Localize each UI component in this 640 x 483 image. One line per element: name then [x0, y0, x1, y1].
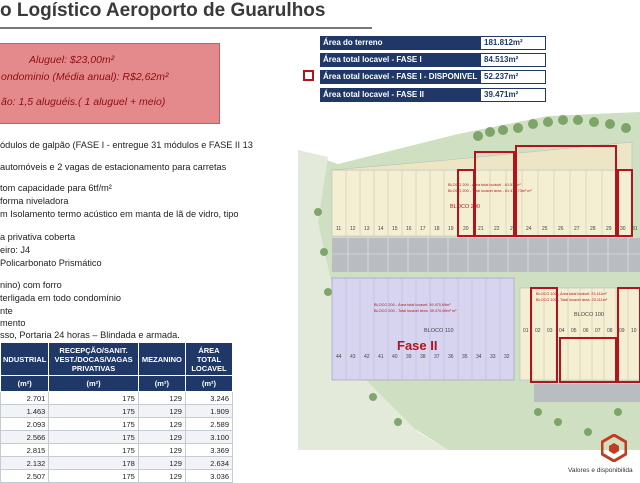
cell: 129	[138, 470, 185, 483]
cell: 129	[138, 405, 185, 418]
table-row	[1, 431, 233, 444]
cell: 129	[138, 392, 185, 405]
col-header-reception: RECEPÇÃO/SANIT. VEST./DOCAS/VAGAS PRIVATIVAS	[49, 343, 138, 376]
svg-text:39: 39	[406, 354, 412, 360]
svg-text:36: 36	[448, 354, 454, 360]
svg-text:03: 03	[547, 328, 553, 334]
svg-text:44: 44	[336, 354, 342, 360]
cell: 129	[138, 431, 185, 444]
svg-text:01: 01	[523, 328, 529, 334]
svg-text:19: 19	[448, 226, 454, 232]
svg-text:41: 41	[378, 354, 384, 360]
svg-text:22: 22	[494, 226, 500, 232]
available-legend-marker	[303, 70, 314, 81]
spec-item: a privativa coberta	[0, 232, 76, 242]
area-row-terreno	[320, 36, 546, 50]
svg-text:23: 23	[510, 226, 516, 232]
cell: 2.701	[1, 392, 49, 405]
area-value: 39.471m²	[480, 88, 546, 102]
parking-area-lower	[534, 384, 640, 402]
cell: 175	[49, 405, 138, 418]
svg-text:37: 37	[434, 354, 440, 360]
svg-text:08: 08	[607, 328, 613, 334]
area-label: Área do terreno	[320, 36, 480, 50]
cell: 1.463	[1, 405, 49, 418]
note-top: BLOCO 200 - Área total locável - 40.514m²	[448, 183, 521, 187]
table-row	[1, 392, 233, 405]
svg-text:28: 28	[590, 226, 596, 232]
col-header-mezanino: MEZANINO	[138, 343, 185, 376]
svg-text:14: 14	[378, 226, 384, 232]
footer-note: Valores e disponibilida	[568, 467, 633, 474]
svg-text:20: 20	[463, 226, 469, 232]
table-row	[1, 405, 233, 418]
unit-label: (m²)	[49, 376, 138, 392]
cell: 3.369	[185, 444, 232, 457]
svg-text:15: 15	[392, 226, 398, 232]
area-value: 84.513m²	[480, 53, 546, 67]
unit-label: (m²)	[1, 376, 49, 392]
svg-text:17: 17	[420, 226, 426, 232]
table-row	[1, 418, 233, 431]
spec-item: mento	[0, 318, 26, 328]
cell: 3.100	[185, 431, 232, 444]
svg-text:42: 42	[364, 354, 370, 360]
svg-text:07: 07	[595, 328, 601, 334]
cell: 129	[138, 444, 185, 457]
fase-ii-label: Fase II	[397, 338, 438, 353]
cell: 129	[138, 457, 185, 470]
svg-text:09: 09	[619, 328, 625, 334]
rent-price: Aluguel: $23,00m²	[29, 54, 115, 66]
units-table	[0, 342, 233, 483]
spec-item: Policarbonato Prismático	[0, 258, 102, 268]
svg-text:10: 10	[631, 328, 637, 334]
title-underline	[0, 27, 372, 29]
svg-text:40: 40	[392, 354, 398, 360]
col-header-total-area: ÁREA TOTAL LOCAVEL	[185, 343, 232, 376]
area-row-fase1-disponivel	[320, 70, 546, 84]
area-label: Área total locavel - FASE II	[320, 88, 480, 102]
unit-label: (m²)	[138, 376, 185, 392]
parking-area	[332, 238, 640, 272]
svg-text:05: 05	[571, 328, 577, 334]
svg-text:29: 29	[606, 226, 612, 232]
bloco-200-label: BLOCO 200	[450, 204, 480, 210]
col-header-industrial: NDUSTRIAL	[1, 343, 49, 376]
svg-text:04: 04	[559, 328, 565, 334]
table-row	[1, 457, 233, 470]
svg-text:26: 26	[558, 226, 564, 232]
cell: 175	[49, 418, 138, 431]
svg-text:34: 34	[476, 354, 482, 360]
svg-text:33: 33	[490, 354, 496, 360]
spec-item: m Isolamento termo acústico em manta de lã de vidro, tipo	[0, 209, 239, 219]
unit-label: (m²)	[185, 376, 232, 392]
cell: 2.093	[1, 418, 49, 431]
cell: 2.507	[1, 470, 49, 483]
cell: 2.815	[1, 444, 49, 457]
note-right-2: BLOCO 100 - Total locavel área: 23.111m²	[536, 298, 608, 302]
cell: 2.589	[185, 418, 232, 431]
spec-item: tom capacidade para 6tf/m²	[0, 183, 112, 193]
svg-text:31: 31	[632, 226, 638, 232]
table-row	[1, 470, 233, 483]
table-row	[1, 444, 233, 457]
area-label: Área total locavel - FASE I - DISPONIVEL	[320, 70, 480, 84]
note-right: BLOCO 100 - Área total locável: 23.111m²	[536, 292, 607, 296]
spec-item: automóveis e 2 vagas de estacionamento para carretas	[0, 162, 227, 172]
company-logo-icon	[601, 434, 627, 462]
spec-item: forma niveladora	[0, 196, 69, 206]
svg-text:13: 13	[364, 226, 370, 232]
svg-text:30: 30	[620, 226, 626, 232]
svg-text:38: 38	[420, 354, 426, 360]
cell: 2.634	[185, 457, 232, 470]
cell: 129	[138, 418, 185, 431]
svg-text:18: 18	[434, 226, 440, 232]
bloco-110-phase2	[332, 278, 514, 380]
note-mid-2: BLOCO 200 - Total locavel área: 39.470,69m² m²	[374, 309, 457, 313]
spec-item: nte	[0, 306, 13, 316]
svg-text:12: 12	[350, 226, 356, 232]
note-mid: BLOCO 200 - Área total locavel: 39.470,69m²	[374, 303, 451, 307]
cell: 175	[49, 392, 138, 405]
cell: 1.909	[185, 405, 232, 418]
site-plan-map	[298, 112, 640, 450]
rent-info-box	[0, 43, 220, 124]
svg-text:25: 25	[542, 226, 548, 232]
cell: 175	[49, 431, 138, 444]
note-top-2: BLOCO 200 - Total locável área - 61.412,73m² m²	[448, 189, 532, 193]
svg-text:27: 27	[574, 226, 580, 232]
area-value: 52.237m²	[480, 70, 546, 84]
spec-item: nino) com forro	[0, 280, 62, 290]
svg-text:35: 35	[462, 354, 468, 360]
cell: 2.566	[1, 431, 49, 444]
svg-text:24: 24	[526, 226, 532, 232]
cell: 175	[49, 470, 138, 483]
cell: 175	[49, 444, 138, 457]
spec-item: terligada em todo condomínio	[0, 293, 122, 303]
cell: 2.132	[1, 457, 49, 470]
svg-text:32: 32	[504, 354, 510, 360]
area-row-fase1	[320, 53, 546, 67]
spec-item: ódulos de galpão (FASE I - entregue 31 módulos e FASE II 13	[0, 140, 253, 150]
svg-text:11: 11	[336, 226, 342, 232]
deposit-terms: ão: 1,5 aluguéis.( 1 aluguel + meio)	[1, 96, 166, 108]
cell: 3.036	[185, 470, 232, 483]
cell: 3.246	[185, 392, 232, 405]
svg-text:16: 16	[406, 226, 412, 232]
condo-fee: ondominio (Média anual): R$2,62m²	[1, 71, 169, 83]
area-row-fase2	[320, 88, 546, 102]
cell: 178	[49, 457, 138, 470]
page-title: o Logístico Aeroporto de Guarulhos	[0, 0, 326, 21]
svg-text:06: 06	[583, 328, 589, 334]
bloco-110-label: BLOCO 110	[424, 328, 454, 334]
svg-text:21: 21	[478, 226, 484, 232]
bloco-100-label: BLOCO 100	[574, 312, 604, 318]
area-value: 181.812m²	[480, 36, 546, 50]
spec-item: eiro: J4	[0, 245, 31, 255]
area-label: Área total locavel - FASE I	[320, 53, 480, 67]
svg-text:02: 02	[535, 328, 541, 334]
svg-text:43: 43	[350, 354, 356, 360]
spec-item: sso, Portaria 24 horas – Blindada e armada.	[0, 330, 180, 340]
